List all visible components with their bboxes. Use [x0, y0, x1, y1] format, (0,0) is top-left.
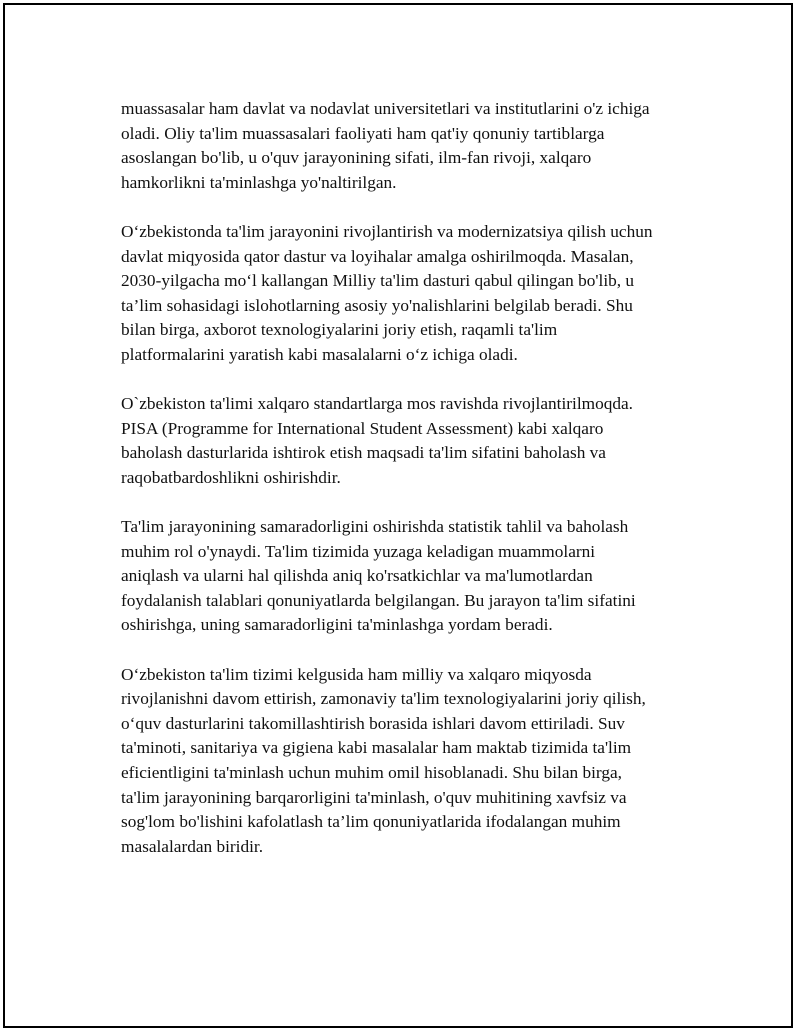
- document-page: [3, 3, 793, 1028]
- text-line: PISA (Programme for International Student Assessment) kabi xalqaro: [121, 418, 604, 438]
- text-line: ta'minoti, sanitariya va gigiena kabi masalalar ham maktab tizimida ta'lim: [121, 738, 632, 758]
- text-line: ta'lim jarayonining barqarorligini ta'minlash, o'quv muhitining xavfsiz va: [121, 787, 627, 807]
- text-line: oshirishga, uning samaradorligini ta'minlashga yordam beradi.: [121, 615, 553, 635]
- text-line: O`zbekiston ta'limi xalqaro standartlarga mos ravishda rivojlantirilmoqda.: [121, 394, 633, 414]
- paragraph-2: [121, 220, 701, 368]
- text-line: Ta'lim jarayonining samaradorligini oshirishda statistik tahlil va baholash: [121, 517, 629, 537]
- text-line: sog'lom bo'lishini kafolatlash ta’lim qonuniyatlarida ifodalangan muhim: [121, 812, 621, 832]
- text-line: o‘quv dasturlarini takomillashtirish borasida ishlari davom ettiriladi. Suv: [121, 713, 625, 733]
- text-line: davlat miqyosida qator dastur va loyihalar amalga oshirilmoqda. Masalan,: [121, 246, 634, 266]
- text-line: rivojlanishni davom ettirish, zamonaviy ta'lim texnologiyalarini joriy qilish,: [121, 689, 646, 709]
- text-line: eficientligini ta'minlash uchun muhim omil hisoblanadi. Shu bilan birga,: [121, 763, 623, 783]
- text-line: foydalanish talablari qonuniyatlarda belgilangan. Bu jarayon ta'lim sifatini: [121, 590, 636, 610]
- text-line: muhim rol o'ynaydi. Ta'lim tizimida yuzaga keladigan muammolarni: [121, 541, 596, 561]
- text-line: asoslangan bo'lib, u o'quv jarayonining sifati, ilm-fan rivoji, xalqaro: [121, 148, 592, 168]
- text-line: muassasalar ham davlat va nodavlat universitetlari va institutlarini o'z ichiga: [121, 99, 650, 118]
- text-line: masalalardan biridir.: [121, 836, 264, 856]
- paragraph-3: [121, 392, 701, 490]
- text-line: baholash dasturlarida ishtirok etish maqsadi ta'lim sifatini baholash va: [121, 443, 606, 463]
- paragraph-1: [121, 97, 701, 195]
- text-line: O‘zbekistonda ta'lim jarayonini rivojlantirish va modernizatsiya qilish uchun: [121, 221, 653, 241]
- paragraph-4: [121, 515, 701, 638]
- paragraph-5: [121, 663, 701, 860]
- text-line: ta’lim sohasidagi islohotlarning asosiy yo'nalishlarini belgilab beradi. Shu: [121, 295, 633, 315]
- text-line: O‘zbekiston ta'lim tizimi kelgusida ham milliy va xalqaro miqyosda: [121, 664, 592, 684]
- text-line: bilan birga, axborot texnologiyalarini joriy etish, raqamli ta'lim: [121, 320, 558, 340]
- text-line: raqobatbardoshlikni oshirishdir.: [121, 467, 341, 487]
- text-line: hamkorlikni ta'minlashga yo'naltirilgan.: [121, 172, 397, 192]
- text-line: platformalarini yaratish kabi masalalarni o‘z ichiga oladi.: [121, 344, 518, 364]
- text-line: 2030-yilgacha mo‘l kallangan Milliy ta'lim dasturi qabul qilingan bo'lib, u: [121, 271, 635, 291]
- text-line: aniqlash va ularni hal qilishda aniq ko'rsatkichlar va ma'lumotlardan: [121, 566, 593, 586]
- document-body: [121, 97, 701, 884]
- text-line: oladi. Oliy ta'lim muassasalari faoliyati ham qat'iy qonuniy tartiblarga: [121, 123, 605, 143]
